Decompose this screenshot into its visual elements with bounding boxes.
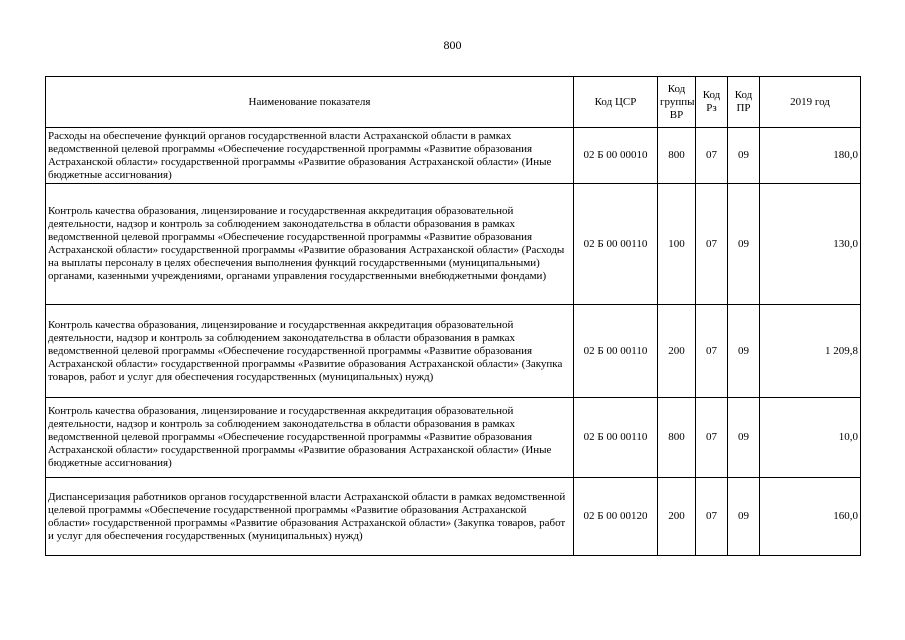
row-value: 130,0 — [760, 184, 861, 305]
row-pr: 09 — [728, 128, 760, 184]
row-csr: 02 Б 00 00120 — [574, 478, 658, 556]
row-vr: 200 — [658, 478, 696, 556]
table-row — [46, 305, 861, 398]
row-vr: 200 — [658, 305, 696, 398]
page-number: 800 — [443, 38, 462, 52]
row-rz: 07 — [696, 184, 728, 305]
column-header-year: 2019 год — [760, 77, 861, 128]
column-header-csr: Код ЦСР — [574, 77, 658, 128]
budget-table — [45, 76, 861, 556]
row-name: Контроль качества образования, лицензирование и государственная аккредитация образовательной деятельности, надзор и контроль за соблюдением законодательства в области образования в рамках ведомственной целевой программы «Обеспечение государственной программы «Развитие образования Астраханской области» государственной программы «Развитие образования Астраханской области» (Иные бюджетные ассигнования) — [46, 398, 574, 478]
column-header-name: Наименование показателя — [46, 77, 574, 128]
row-csr: 02 Б 00 00110 — [574, 305, 658, 398]
row-name: Контроль качества образования, лицензирование и государственная аккредитация образовательной деятельности, надзор и контроль за соблюдением законодательства в области образования в рамках ведомственной целевой программы «Обеспечение государственной программы «Развитие образования Астраханской области» государственной программы «Развитие образования Астраханской области» (Расходы на выплаты персоналу в целях обеспечения выполнения функций государственными (муниципальными) органами, казенными учреждениями, органами управления государственными внебюджетными фондами) — [46, 184, 574, 305]
column-header-rz: Код Рз — [696, 77, 728, 128]
row-name: Диспансеризация работников органов государственной власти Астраханской области в рамках ведомственной целевой программы «Обеспечение государственной программы «Развитие образования Астраханской области» государственной программы «Развитие образования Астраханской области» (Закупка товаров, работ и услуг для обеспечения государственных (муниципальных) нужд) — [46, 478, 574, 556]
table-row — [46, 478, 861, 556]
row-pr: 09 — [728, 398, 760, 478]
column-header-pr: Код ПР — [728, 77, 760, 128]
row-pr: 09 — [728, 305, 760, 398]
table-row — [46, 184, 861, 305]
row-value: 180,0 — [760, 128, 861, 184]
row-csr: 02 Б 00 00110 — [574, 398, 658, 478]
table-row — [46, 398, 861, 478]
row-value: 10,0 — [760, 398, 861, 478]
row-csr: 02 Б 00 00010 — [574, 128, 658, 184]
row-rz: 07 — [696, 398, 728, 478]
row-vr: 800 — [658, 398, 696, 478]
row-rz: 07 — [696, 128, 728, 184]
row-value: 1 209,8 — [760, 305, 861, 398]
row-vr: 800 — [658, 128, 696, 184]
row-pr: 09 — [728, 184, 760, 305]
row-value: 160,0 — [760, 478, 861, 556]
row-name: Расходы на обеспечение функций органов государственной власти Астраханской области в рамках ведомственной целевой программы «Обеспечение государственной программы «Развитие образования Астраханской области» государственной программы «Развитие образования Астраханской области» (Иные бюджетные ассигнования) — [46, 128, 574, 184]
column-header-vr: Код группы ВР — [658, 77, 696, 128]
row-pr: 09 — [728, 478, 760, 556]
row-vr: 100 — [658, 184, 696, 305]
row-name: Контроль качества образования, лицензирование и государственная аккредитация образовательной деятельности, надзор и контроль за соблюдением законодательства в области образования в рамках ведомственной целевой программы «Обеспечение государственной программы «Развитие образования Астраханской области» государственной программы «Развитие образования Астраханской области» (Закупка товаров, работ и услуг для обеспечения государственных (муниципальных) нужд) — [46, 305, 574, 398]
table-header-row — [46, 77, 861, 128]
row-csr: 02 Б 00 00110 — [574, 184, 658, 305]
row-rz: 07 — [696, 478, 728, 556]
table-row — [46, 128, 861, 184]
row-rz: 07 — [696, 305, 728, 398]
